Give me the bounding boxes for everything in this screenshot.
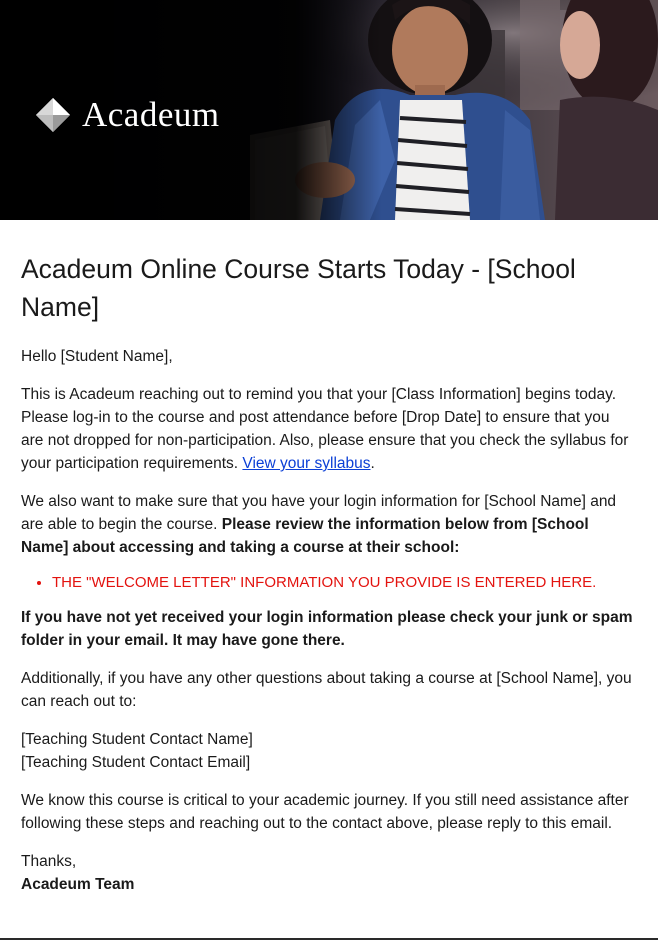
faceted-diamond-icon [34, 96, 72, 134]
contact-email: [Teaching Student Contact Email] [21, 754, 251, 771]
junk-folder-notice: If you have not yet received your login information please check your junk or spam folder in your email. It may have gone there. [21, 609, 633, 649]
contact-name: [Teaching Student Contact Name] [21, 731, 253, 748]
reminder-text: This is Acadeum reaching out to remind you that your [Class Information] begins today. Please log-in to the course and post attendance before [Drop Date] to ensure that you are not dropped for non-participation. Also, please ensure that you check the syllabus for your participation requirements. [21, 386, 629, 472]
email-body [21, 250, 633, 911]
reminder-tail: . [370, 455, 375, 472]
signature-block [21, 850, 633, 896]
view-syllabus-link[interactable]: View your syllabus [242, 455, 371, 472]
welcome-letter-list [21, 571, 633, 594]
signature: Acadeum Team [21, 876, 135, 893]
signoff: Thanks, [21, 853, 77, 870]
welcome-letter-item: • THE "WELCOME LETTER" INFORMATION YOU PROVIDE IS ENTERED HERE. [52, 571, 633, 594]
brand-logo[interactable] [34, 95, 220, 135]
header-banner [0, 0, 658, 220]
login-info-text: We also want to make sure that you have your login information for [School Name] and are able to begin the course. [21, 493, 617, 533]
additional-questions-paragraph: Additionally, if you have any other questions about taking a course at [School Name], you can reach out to: [21, 670, 632, 710]
brand-name: Acadeum [82, 95, 220, 134]
reminder-paragraph [21, 383, 633, 475]
email-title: Acadeum Online Course Starts Today - [School Name] [21, 254, 576, 322]
login-info-paragraph [21, 490, 633, 559]
closing-paragraph: We know this course is critical to your academic journey. If you still need assistance after following these steps and reaching out to the contact above, please reply to this email. [21, 792, 629, 832]
login-info-bold: Please review the information below from [School Name] about accessing and taking a course at their school: [21, 516, 589, 556]
bottom-divider [0, 938, 658, 940]
contact-block [21, 728, 633, 774]
greeting: Hello [Student Name], [21, 348, 173, 365]
